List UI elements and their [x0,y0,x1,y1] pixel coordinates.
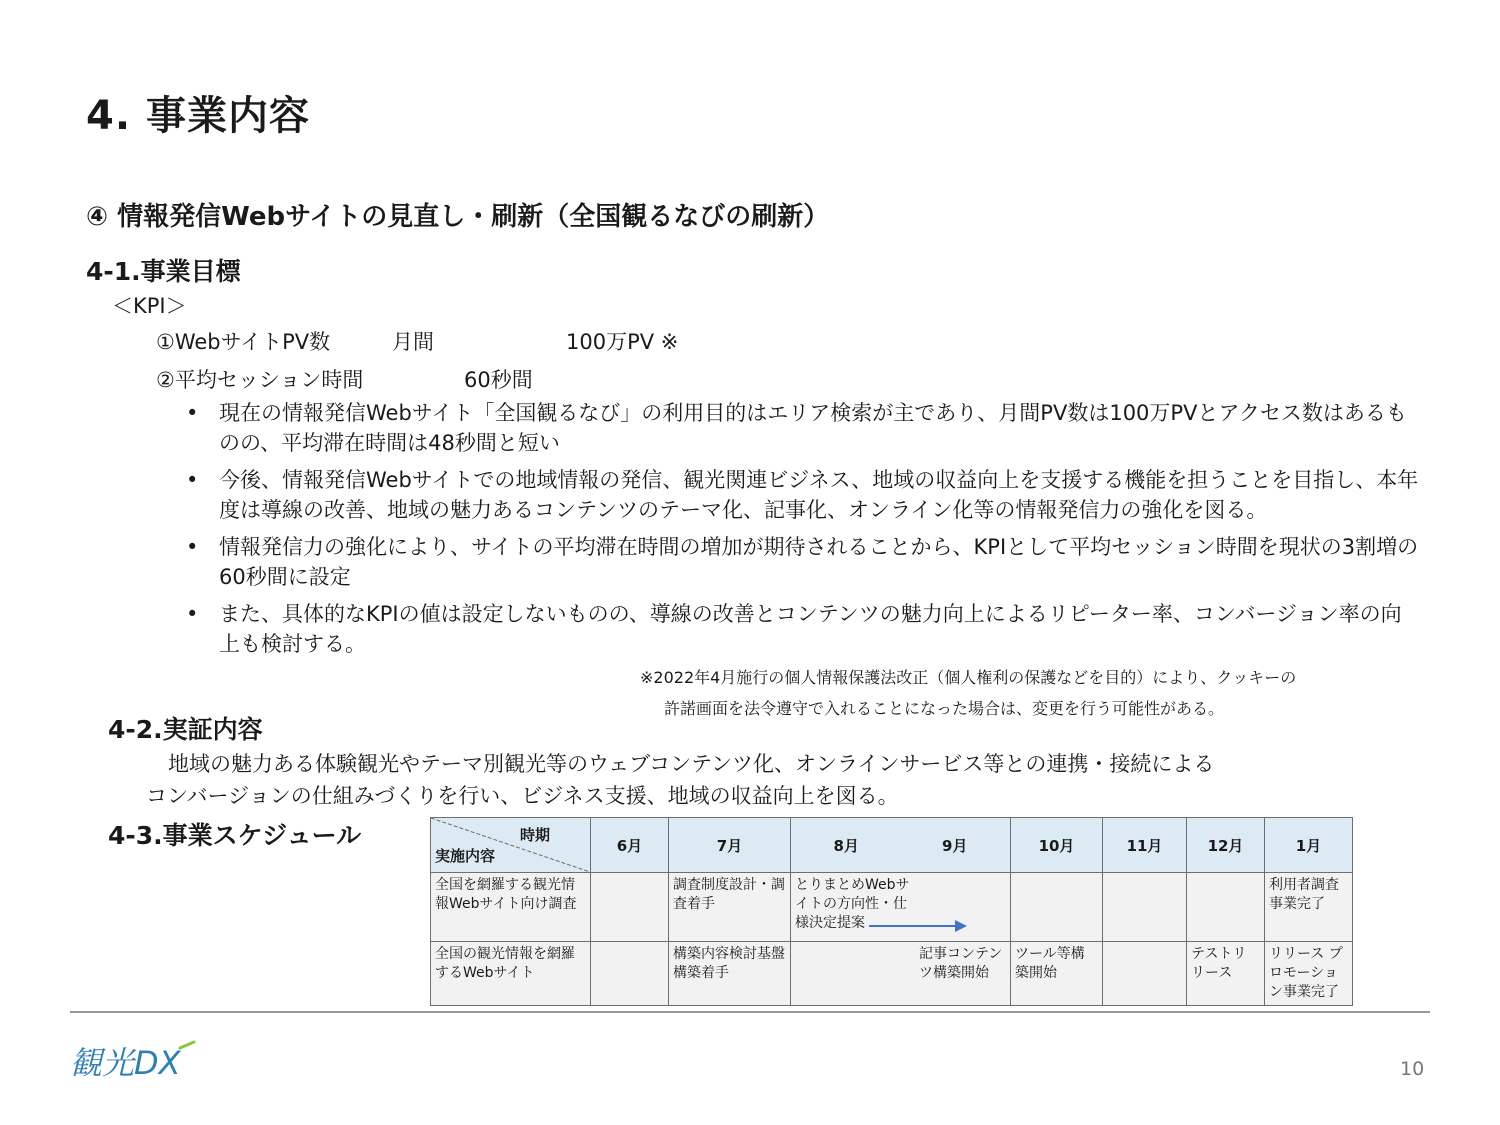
schedule-corner-cell [431,818,591,873]
footer-divider [70,1011,1430,1013]
cell-jun [591,873,669,942]
bullet-text: また、具体的なKPIの値は設定しないものの、導線の改善とコンテンツの魅力向上によるリピーター率、コンバージョン率の向上も検討する。 [219,602,1402,656]
corner-label-period: 時期 [519,826,550,844]
bullet-text: 現在の情報発信Webサイト「全国観るなび」の利用目的はエリア検索が主であり、月間PV数は100万PVとアクセス数はあるものの、平均滞在時間は48秒間と短い [219,401,1407,455]
month-header-jul: 7月 [669,818,791,873]
cell-oct: ツール等構築開始 [1011,942,1103,1006]
logo-text: 観光DX [70,1044,181,1082]
logo-mark [70,1040,200,1082]
demo-body [146,748,1426,812]
kpi-1-name: ①WebサイトPV数 [156,330,331,354]
cell-aug-sep [791,942,1011,1006]
month-header-aug: 8月 [833,836,859,855]
month-header-nov: 11月 [1103,818,1187,873]
schedule-header-row [431,818,1353,873]
schedule-heading: 4-3.事業スケジュール [108,821,362,850]
bullet-text: 情報発信力の強化により、サイトの平均滞在時間の増加が期待されることから、KPIとして平均セッション時間を現状の3割増の60秒間に設定 [219,535,1419,589]
month-header-oct: 10月 [1011,818,1103,873]
cell-jan: 利用者調査事業完了 [1265,873,1353,942]
brand-logo [70,1040,200,1086]
kpi-1-value: 100万PV ※ [566,330,679,354]
bullet-marker: • [186,401,199,425]
cell-nov [1103,873,1187,942]
progress-arrow-icon [869,919,969,933]
demo-line-1: 地域の魅力ある体験観光やテーマ別観光等のウェブコンテンツ化、オンラインサービス等との連携・接続による [168,752,1215,776]
cell-aug-sep [791,873,1011,942]
bullet-item [186,532,1426,592]
section-title: ④ 情報発信Webサイトの見直し・刷新（全国観るなびの刷新） [86,202,830,232]
table-row [431,873,1353,942]
schedule-table [430,817,1353,1006]
kpi-2 [156,364,542,392]
month-header-aug-sep [791,818,1011,873]
month-header-jun: 6月 [591,818,669,873]
bullet-text: 今後、情報発信Webサイトでの地域情報の発信、観光関連ビジネス、地域の収益向上を支援する機能を担うことを目指し、本年度は導線の改善、地域の魅力あるコンテンツのテーマ化、記事化、オンライン化等の情報発信力の強化を図る。 [219,468,1419,522]
corner-label-task: 実施内容 [435,847,496,865]
kpi-1-period: 月間 [392,330,434,354]
bullet-marker: • [186,535,199,559]
cell-oct [1011,873,1103,942]
bullet-item [186,465,1426,525]
bullet-marker: • [186,468,199,492]
cell-dec [1187,873,1265,942]
footnote-line-2: 許諾画面を法令遵守で入れることになった場合は、変更を行う可能性がある。 [664,699,1225,718]
cell-jul: 調査制度設計・調査着手 [669,873,791,942]
table-row [431,942,1353,1006]
kpi-label: ＜KPI＞ [112,294,187,318]
bullet-marker: • [186,602,199,626]
month-header-dec: 12月 [1187,818,1265,873]
kpi-1 [156,326,696,354]
cell-dec: テストリリース [1187,942,1265,1006]
goal-bullet-list [186,398,1426,666]
page-title: 4. 事業内容 [86,93,310,139]
cell-aug-sep-text: 記事コンテンツ構築開始 [919,946,1003,981]
month-header-sep: 9月 [942,836,968,855]
demo-line-2: コンバージョンの仕組みづくりを行い、ビジネス支援、地域の収益向上を図る。 [146,784,899,808]
kpi-2-value: 60秒間 [464,368,533,392]
cell-jul: 構築内容検討基盤構築着手 [669,942,791,1006]
goal-heading: 4-1.事業目標 [86,257,241,286]
footnote-line-1: ※2022年4月施行の個人情報保護法改正（個人権利の保護などを目的）により、クッキーの [640,668,1297,687]
cell-nov [1103,942,1187,1006]
cell-aug-sep-text: とりまとめWebサイトの方向性・仕様決定提案 [795,877,910,931]
demo-heading: 4-2.実証内容 [108,715,263,744]
kpi-2-name: ②平均セッション時間 [156,368,364,392]
page-number: 10 [1400,1058,1425,1080]
bullet-item [186,398,1426,458]
footnote [640,662,1420,724]
month-header-jan: 1月 [1265,818,1353,873]
task-cell: 全国を網羅する観光情報Webサイト向け調査 [431,873,591,942]
bullet-item [186,599,1402,659]
cell-jun [591,942,669,1006]
task-cell: 全国の観光情報を網羅するWebサイト [431,942,591,1006]
cell-jan: リリース プロモーション事業完了 [1265,942,1353,1006]
